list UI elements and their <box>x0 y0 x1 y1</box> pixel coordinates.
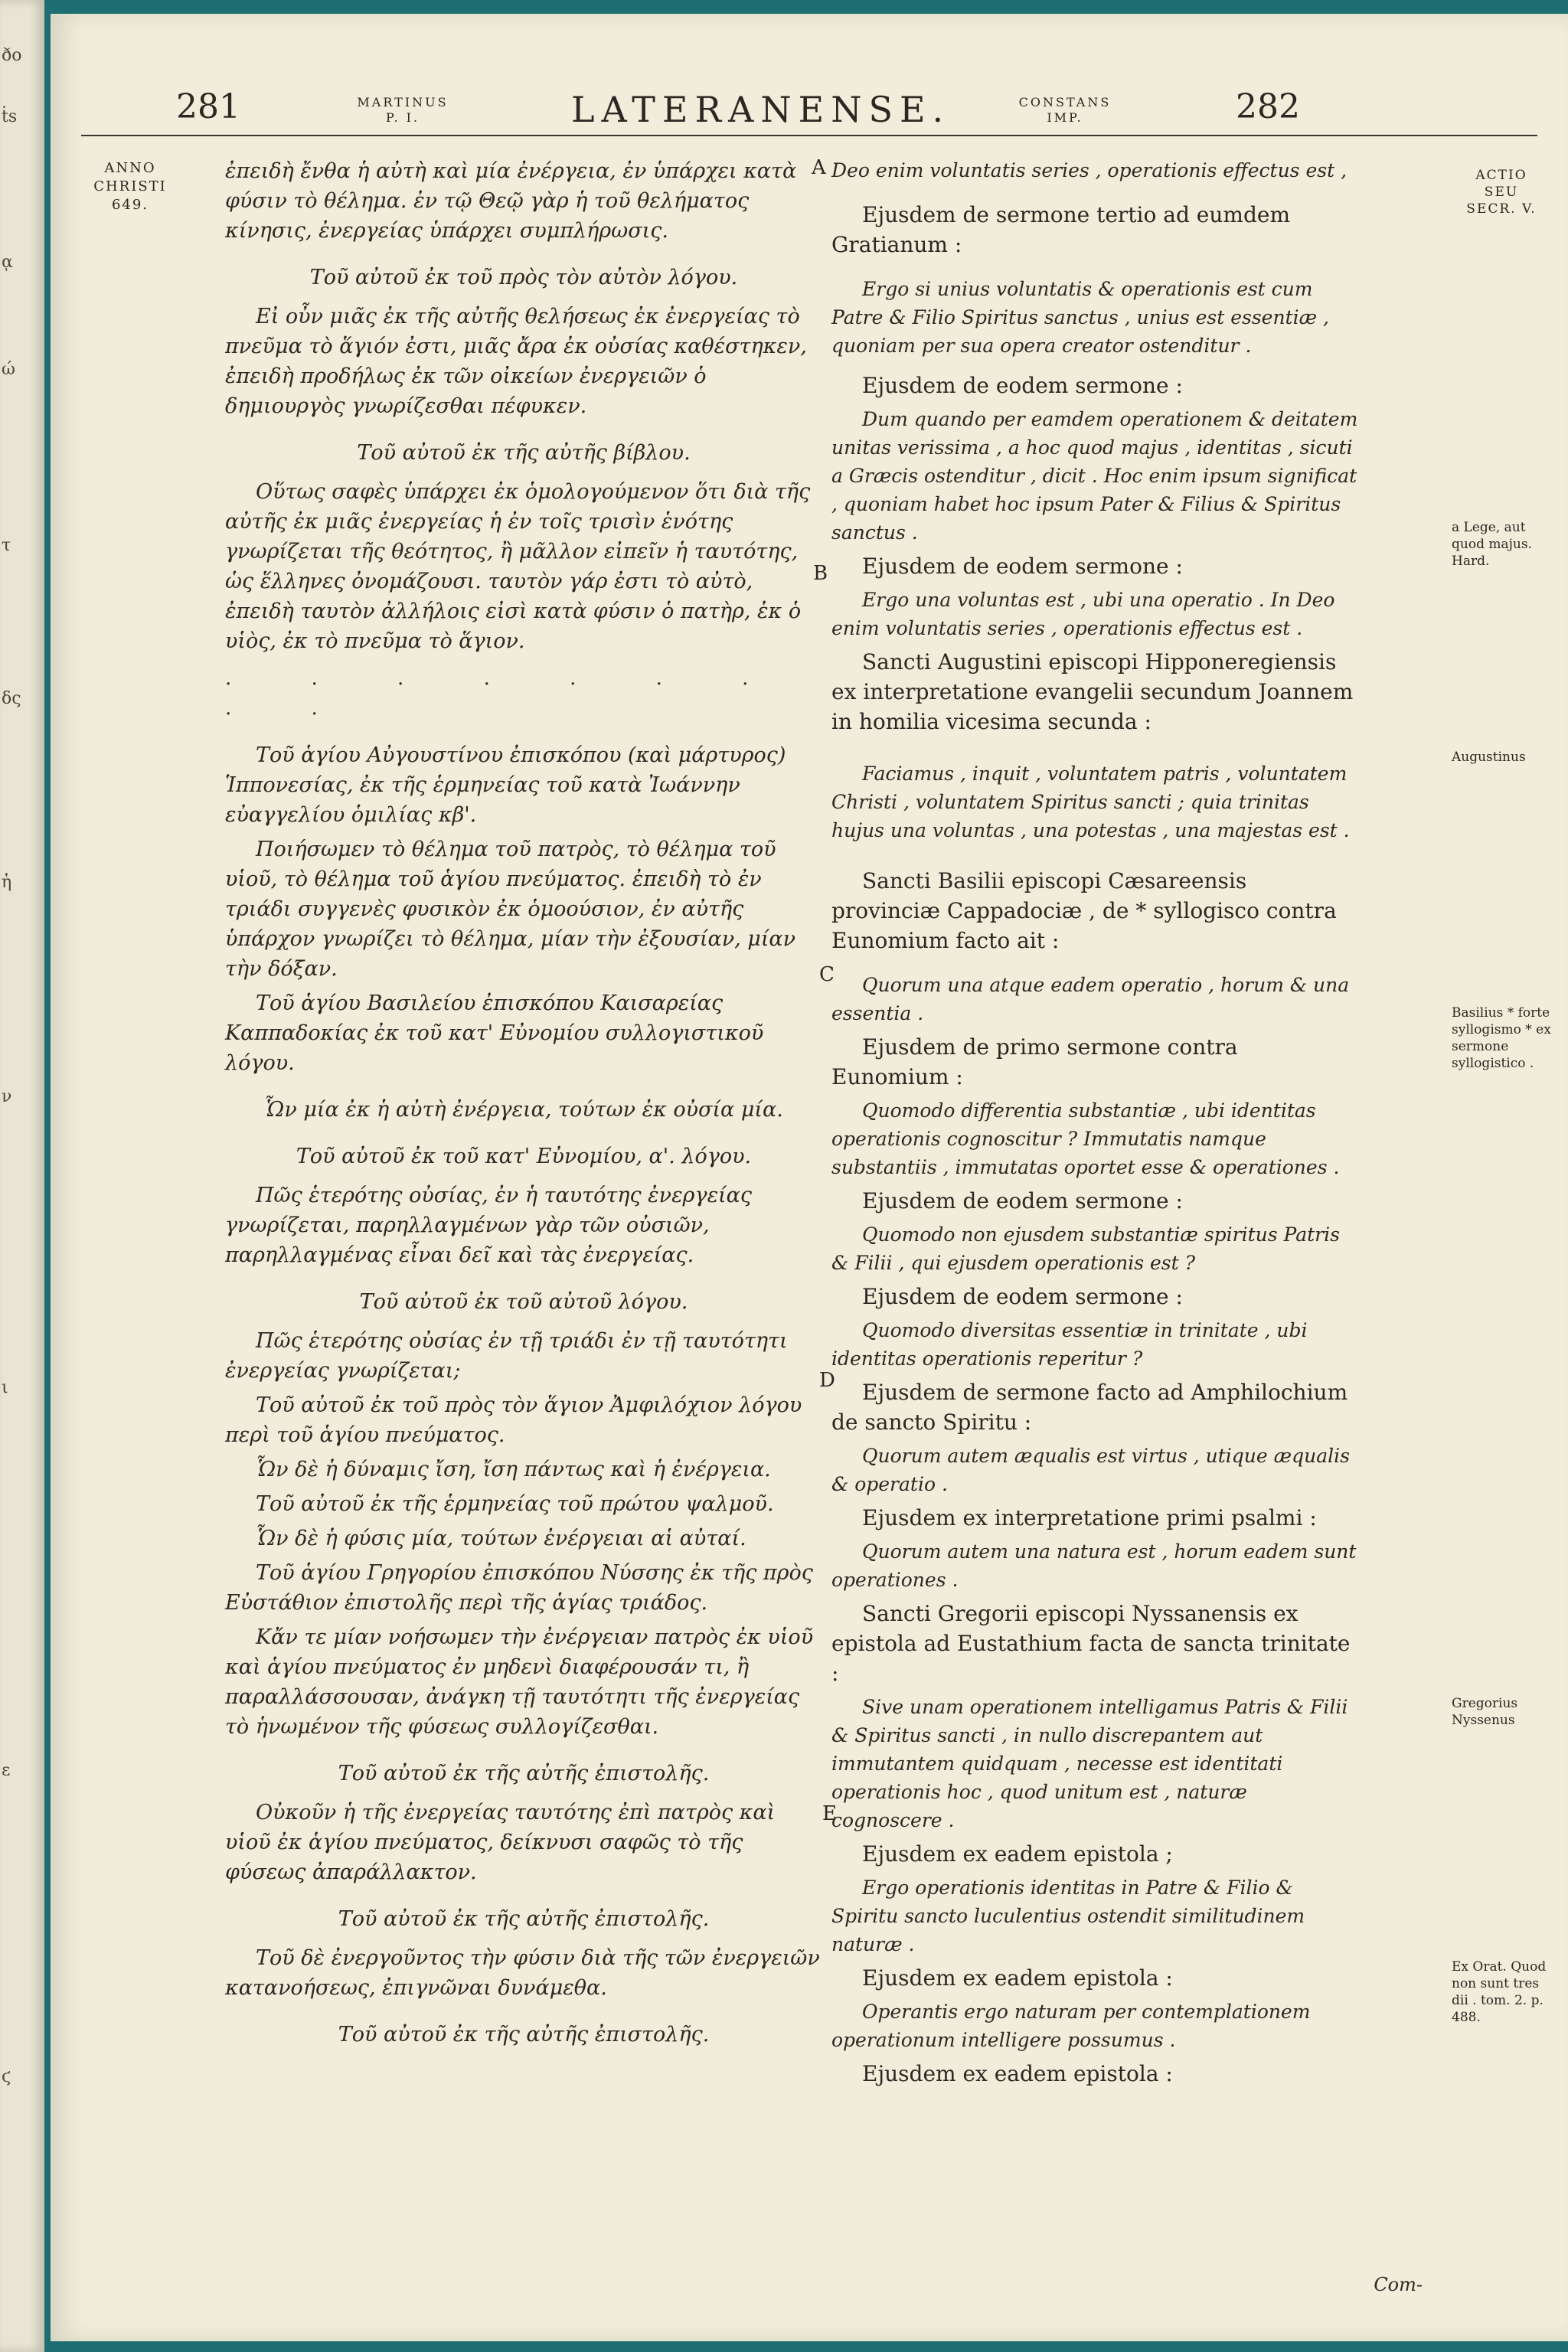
prev-page-fragment: τ <box>2 536 11 555</box>
greek-paragraph: Εἰ οὖν μιᾶς ἐκ τῆς αὐτῆς θελήσεως ἐκ ἐνεργείας τὸ πνεῦμα τὸ ἅγιόν ἐστι, μιᾶς ἄρα ἐκ οὐσίας καθέστηκεν, ἐπειδὴ προδήλως ἐκ τῶν οἰκείων ἐνεργειῶν ὁ δημιουργὸς γνωρίζεσθαι πέφυκεν. <box>225 305 807 418</box>
year-number: 649. <box>111 197 149 213</box>
gregorius-margin-note: Gregorius Nyssenus <box>1452 1696 1518 1728</box>
prev-page-fragment: ε <box>2 1761 11 1780</box>
latin-quote: Ergo si unius voluntatis & operationis est cum Patre & Filio Spiritus sanctus , unius est essentiæ , quoniam per sua opera creator ostenditur . <box>831 278 1329 357</box>
latin-column <box>831 156 1360 2093</box>
greek-paragraph: Ὧν μία ἐκ ἡ αὐτὴ ἐνέργεια, τούτων ἐκ οὐσία μία. <box>264 1098 783 1122</box>
catchword: Com- <box>1374 2274 1423 2295</box>
greek-paragraph: Τοῦ δὲ ἐνεργοῦντος τὴν φύσιν διὰ τῆς τῶν ἐνεργειῶν κατανοήσεως, ἐπιγνῶναι δυνάμεθα. <box>225 1946 820 2000</box>
greek-column <box>225 156 822 2059</box>
latin-heading: Ejusdem de eodem sermone : <box>862 373 1183 398</box>
greek-heading: Τοῦ ἁγίου Γρηγορίου ἐπισκόπου Νύσσης ἐκ τῆς πρὸς Εὐστάθιον ἐπιστολῆς περὶ τῆς ἁγίας τριάδος. <box>225 1561 813 1615</box>
lege-margin-note: a Lege, aut quod majus. Hard. <box>1452 520 1532 569</box>
prev-page-fragment: ἡ <box>2 873 12 892</box>
actio-margin-note <box>1452 167 1551 217</box>
year-anno: ANNO <box>104 160 156 176</box>
section-mark-c: C <box>819 963 835 986</box>
latin-heading: Ejusdem de primo sermone contra Eunomium : <box>831 1034 1238 1089</box>
prev-page-fragment: δς <box>2 689 21 708</box>
latin-quote: Faciamus , inquit , voluntatem patris , voluntatem Christi , voluntatem Spiritus sancti ; quia trinitas hujus una voluntas , una potestas , una majestas est . <box>831 763 1350 841</box>
greek-heading: Τοῦ αὐτοῦ ἐκ τοῦ κατ' Εὐνομίου, α'. λόγου. <box>296 1145 752 1168</box>
left-page-number: 281 <box>176 87 240 126</box>
prev-page-fragment: ϛ <box>2 2067 11 2086</box>
section-mark-e: E <box>822 1802 837 1825</box>
latin-quote: Quomodo differentia substantiæ , ubi identitas operationis cognoscitur ? Immutatis namque substantiis , immutatas oportet esse & operationes . <box>831 1099 1340 1178</box>
running-title: LATERANENSE. <box>571 89 951 130</box>
year-margin-note <box>84 159 176 214</box>
greek-heading: Τοῦ αὐτοῦ ἐκ τῆς ἑρμηνείας τοῦ πρώτου ψαλμοῦ. <box>256 1492 774 1516</box>
latin-heading: Ejusdem ex eadem epistola ; <box>862 1841 1173 1867</box>
latin-heading: Ejusdem ex eadem epistola : <box>862 2061 1173 2086</box>
greek-heading: Τοῦ αὐτοῦ ἐκ τοῦ πρὸς τὸν ἅγιον Ἀμφιλόχιον λόγου περὶ τοῦ ἁγίου πνεύματος. <box>225 1393 802 1447</box>
right-page-number: 282 <box>1236 87 1300 126</box>
actio-line: SEU <box>1484 185 1519 200</box>
greek-heading: Τοῦ αὐτοῦ ἐκ τῆς αὐτῆς βίβλου. <box>357 441 691 465</box>
latin-heading: Ejusdem de eodem sermone : <box>862 1284 1183 1309</box>
greek-paragraph: Ὧν δὲ ἡ δύναμις ἴση, ἴση πάντως καὶ ἡ ἐνέργεια. <box>256 1458 771 1481</box>
greek-paragraph: ἐπειδὴ ἔνθα ἡ αὐτὴ καὶ μία ἐνέργεια, ἐν ὑπάρχει κατὰ φύσιν τὸ θέλημα. ἐν τῷ Θεῷ γὰρ ἡ τοῦ θελήματος κίνησις, ἐνεργείας ὑπάρχει συμπλήρωσις. <box>225 159 797 243</box>
prev-page-fragment: ι <box>2 1378 8 1397</box>
greek-paragraph: Οὐκοῦν ἡ τῆς ἐνεργείας ταυτότης ἐπὶ πατρὸς καὶ υἱοῦ ἐκ ἁγίου πνεύματος, δείκνυσι σαφῶς τὸ τῆς φύσεως ἀπαράλλακτον. <box>225 1801 776 1884</box>
greek-heading: Τοῦ αὐτοῦ ἐκ τῆς αὐτῆς ἐπιστολῆς. <box>338 1762 710 1785</box>
book-page <box>51 14 1568 2341</box>
latin-quote: Ergo una voluntas est , ubi una operatio . In Deo enim voluntatis series , operationis effectus est . <box>831 589 1335 639</box>
latin-quote: Quorum una atque eadem operatio , horum & una essentia . <box>831 974 1350 1024</box>
latin-heading: Ejusdem de sermone facto ad Amphilochium de sancto Spiritu : <box>831 1380 1348 1435</box>
greek-paragraph: Οὕτως σαφὲς ὑπάρχει ἐκ ὁμολογούμενον ὅτι διὰ τῆς αὐτῆς ἐκ μιᾶς ἐνεργείας ἡ ἐν τοῖς τρισὶν ἑνότης γνωρίζεται τῆς θεότητος, ἢ μᾶλλον εἰπεῖν ἡ ταυτότης, ὡς ἕλληνες ὀνομάζουσι. ταυτὸν γάρ ἐστι τὸ αὐτὸ, ἐπειδὴ ταυτὸν ἀλλήλοις εἰσὶ κατὰ φύσιν ὁ πατὴρ, ἐκ ὁ υἱὸς, ἐκ τὸ πνεῦμα τὸ ἅγιον. <box>225 480 811 653</box>
greek-paragraph: Κἄν τε μίαν νοήσωμεν τὴν ἐνέργειαν πατρὸς ἐκ υἱοῦ καὶ ἁγίου πνεύματος ἐν μηδενὶ διαφέρουσάν τι, ἢ παραλλάσσουσαν, ἀνάγκη τῇ ταυτότητι τῆς ἐνεργείας τὸ ἡνωμένον τῆς φύσεως συλλογίζεσθαι. <box>225 1625 814 1739</box>
latin-quote: Quomodo diversitas essentiæ in trinitate , ubi identitas operationis reperitur ? <box>831 1319 1308 1370</box>
left-running-head <box>357 95 449 126</box>
previous-page-edge <box>0 0 44 2352</box>
header-rule <box>81 135 1537 136</box>
latin-heading: Ejusdem de sermone tertio ad eumdem Gratianum : <box>831 202 1290 257</box>
greek-paragraph: Ὧν δὲ ἡ φύσις μία, τούτων ἐνέργειαι αἱ αὐταί. <box>256 1527 746 1550</box>
prev-page-fragment: ᾳ <box>2 253 13 272</box>
latin-quote: Deo enim voluntatis series , operationis effectus est , <box>831 159 1348 181</box>
right-ruler-name: CONSTANS <box>1018 95 1112 109</box>
latin-quote: Operantis ergo naturam per contemplationem operationum intelligere possumus . <box>831 2001 1311 2051</box>
year-christi: CHRISTI <box>93 178 167 194</box>
greek-paragraph: Πῶς ἑτερότης οὐσίας, ἐν ἡ ταυτότης ἐνεργείας γνωρίζεται, παρηλλαγμένων γὰρ τῶν οὐσιῶν, παρηλλαγμένας εἶναι δεῖ καὶ τὰς ἐνεργείας. <box>225 1184 752 1267</box>
section-mark-d: D <box>819 1369 835 1392</box>
latin-heading: Sancti Gregorii episcopi Nyssanensis ex epistola ad Eustathium facta de sancta trinitate : <box>831 1601 1351 1686</box>
latin-heading: Sancti Basilii episcopi Cæsareensis provinciæ Cappadociæ , de * syllogisco contra Eunomium facto ait : <box>831 868 1337 953</box>
actio-line: SECR. V. <box>1466 201 1537 217</box>
latin-quote: Quomodo non ejusdem substantiæ spiritus Patris & Filii , qui ejusdem operationis est ? <box>831 1223 1340 1274</box>
actio-line: ACTIO <box>1475 168 1527 183</box>
prev-page-fragment: ðo <box>2 46 22 65</box>
latin-heading: Sancti Augustini episcopi Hipponeregiensis ex interpretatione evangelii secundum Joannem in homilia vicesima secunda : <box>831 649 1354 734</box>
latin-quote: Ergo operationis identitas in Patre & Filio & Spiritu sancto luculentius ostendit similitudinem naturæ . <box>831 1877 1305 1955</box>
latin-quote: Sive unam operationem intelligamus Patris & Filii & Spiritus sancti , in nullo discrepantem aut immutantem quidquam , necesse est identitati operationis hoc , quod unitum est , naturæ cognoscere . <box>831 1696 1348 1831</box>
right-ruler-subtitle: IMP. <box>1047 110 1083 125</box>
section-mark-b: B <box>813 562 828 585</box>
left-ruler-subtitle: P. I. <box>385 110 420 125</box>
right-running-head <box>1015 95 1115 126</box>
latin-heading: Ejusdem ex interpretatione primi psalmi : <box>862 1505 1317 1530</box>
prev-page-fragment: ν <box>2 1087 12 1106</box>
basilius-margin-note: Basilius * forte syllogismo * ex sermone syllogistico . <box>1452 1005 1551 1071</box>
augustinus-margin-note: Augustinus <box>1452 750 1526 765</box>
greek-heading: Τοῦ ἁγίου Αὐγουστίνου ἐπισκόπου (καὶ μάρτυρος) Ἱππονεσίας, ἐκ τῆς ἑρμηνείας τοῦ κατὰ Ἰωάννην εὐαγγελίου ὁμιλίας κβ'. <box>225 743 786 827</box>
prev-page-fragment: ώ <box>2 360 15 379</box>
latin-heading: Ejusdem ex eadem epistola : <box>862 1965 1173 1991</box>
latin-heading: Ejusdem de eodem sermone : <box>862 1188 1183 1214</box>
latin-quote: Quorum autem æqualis est virtus , utique æqualis & operatio . <box>831 1445 1350 1495</box>
latin-quote: Dum quando per eamdem operationem & deitatem unitas verissima , a hoc quod majus , identitas , sicuti a Græcis ostenditur , dicit . Hoc enim ipsum significat , quoniam habet hoc ipsum Pater & Filius & Spiritus sanctus . <box>831 408 1358 544</box>
latin-quote: Quorum autem una natura est , horum eadem sunt operationes . <box>831 1540 1357 1591</box>
latin-heading: Ejusdem de eodem sermone : <box>862 554 1183 579</box>
greek-paragraph: Πῶς ἑτερότης οὐσίας ἐν τῇ τριάδι ἐν τῇ ταυτότητι ἐνεργείας γνωρίζεται; <box>225 1329 788 1383</box>
greek-heading: Τοῦ αὐτοῦ ἐκ τοῦ αὐτοῦ λόγου. <box>359 1290 688 1314</box>
prev-page-fragment: ṫs <box>2 107 18 126</box>
omission-dots: . . . . . . . . . <box>225 667 786 720</box>
greek-heading: Τοῦ αὐτοῦ ἐκ τοῦ πρὸς τὸν αὐτὸν λόγου. <box>309 266 738 289</box>
greek-heading: Τοῦ ἁγίου Βασιλείου ἐπισκόπου Καισαρείας Καππαδοκίας ἐκ τοῦ κατ' Εὐνομίου συλλογιστικοῦ λόγου. <box>225 991 764 1075</box>
left-ruler-name: MARTINUS <box>357 95 449 109</box>
greek-heading: Τοῦ αὐτοῦ ἐκ τῆς αὐτῆς ἐπιστολῆς. <box>338 2023 710 2047</box>
section-mark-a: A <box>812 156 826 179</box>
greek-paragraph: Ποιήσωμεν τὸ θέλημα τοῦ πατρὸς, τὸ θέλημα τοῦ υἱοῦ, τὸ θέλημα τοῦ ἁγίου πνεύματος. ἐπειδὴ τὸ ἐν τριάδι συγγενὲς φυσικὸν ἐκ ὁμοούσιον, ἐν αὐτῆς ὑπάρχον γνωρίζει τὸ θέλημα, μίαν τὴν ἐξουσίαν, μίαν τὴν δόξαν. <box>225 838 796 981</box>
greek-heading: Τοῦ αὐτοῦ ἐκ τῆς αὐτῆς ἐπιστολῆς. <box>338 1907 710 1931</box>
ex-orat-margin-note: Ex Orat. Quod non sunt tres dii . tom. 2. p. 488. <box>1452 1959 1547 2025</box>
